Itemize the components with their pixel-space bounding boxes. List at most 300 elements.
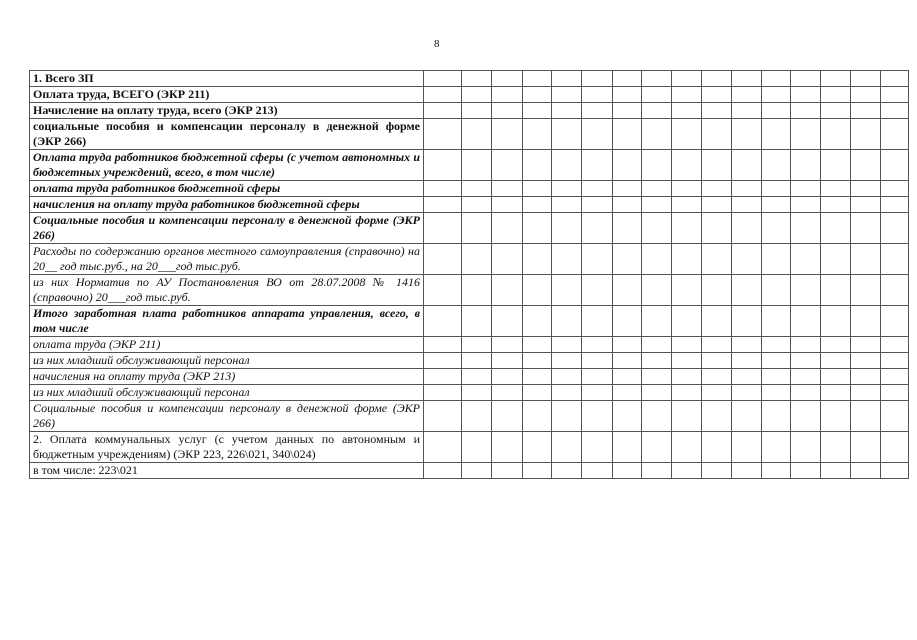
empty-cell [851, 337, 881, 353]
empty-cell [702, 337, 732, 353]
empty-cell [672, 369, 702, 385]
empty-cell [791, 197, 821, 213]
empty-cell [881, 181, 909, 197]
empty-cell [851, 432, 881, 463]
empty-cell [462, 213, 492, 244]
empty-cell [851, 103, 881, 119]
empty-cell [672, 103, 702, 119]
empty-cell [492, 71, 523, 87]
empty-cell [582, 103, 613, 119]
row-label: из них Норматив по АУ Постановления ВО от 28.07.2008 № 1416 (справочно) 20___год тыс.руб. [30, 275, 424, 306]
empty-cell [791, 353, 821, 369]
empty-cell [642, 432, 672, 463]
empty-cell [762, 244, 791, 275]
empty-cell [672, 385, 702, 401]
empty-cell [702, 213, 732, 244]
empty-cell [613, 401, 642, 432]
table-row [30, 337, 909, 353]
empty-cell [881, 244, 909, 275]
empty-cell [523, 71, 552, 87]
empty-cell [762, 71, 791, 87]
empty-cell [582, 385, 613, 401]
empty-cell [881, 369, 909, 385]
empty-cell [702, 401, 732, 432]
empty-cell [424, 150, 462, 181]
empty-cell [881, 119, 909, 150]
empty-cell [523, 213, 552, 244]
empty-cell [762, 385, 791, 401]
table-body [30, 71, 909, 479]
empty-cell [762, 197, 791, 213]
empty-cell [582, 463, 613, 479]
empty-cell [702, 432, 732, 463]
empty-cell [552, 87, 582, 103]
table-row [30, 369, 909, 385]
empty-cell [523, 353, 552, 369]
empty-cell [424, 369, 462, 385]
empty-cell [492, 244, 523, 275]
empty-cell [462, 463, 492, 479]
empty-cell [702, 306, 732, 337]
empty-cell [613, 197, 642, 213]
empty-cell [582, 150, 613, 181]
empty-cell [424, 432, 462, 463]
empty-cell [881, 213, 909, 244]
empty-cell [492, 197, 523, 213]
empty-cell [762, 275, 791, 306]
empty-cell [702, 119, 732, 150]
empty-cell [462, 353, 492, 369]
empty-cell [851, 197, 881, 213]
table-row [30, 432, 909, 463]
empty-cell [791, 213, 821, 244]
empty-cell [582, 119, 613, 150]
empty-cell [642, 150, 672, 181]
empty-cell [851, 353, 881, 369]
empty-cell [821, 385, 851, 401]
row-label: 2. Оплата коммунальных услуг (с учетом данных по автономным и бюджетным учреждениям) (ЭКР 223, 226\021, 340\024) [30, 432, 424, 463]
empty-cell [642, 103, 672, 119]
row-label: в том числе: 223\021 [30, 463, 424, 479]
empty-cell [732, 401, 762, 432]
empty-cell [762, 213, 791, 244]
row-label: начисления на оплату труда работников бюджетной сферы [30, 197, 424, 213]
empty-cell [642, 87, 672, 103]
empty-cell [552, 337, 582, 353]
empty-cell [523, 432, 552, 463]
empty-cell [523, 401, 552, 432]
empty-cell [582, 306, 613, 337]
empty-cell [762, 401, 791, 432]
empty-cell [702, 275, 732, 306]
empty-cell [582, 87, 613, 103]
empty-cell [642, 306, 672, 337]
table-row [30, 197, 909, 213]
empty-cell [613, 103, 642, 119]
empty-cell [492, 87, 523, 103]
empty-cell [552, 353, 582, 369]
empty-cell [881, 87, 909, 103]
budget-table [29, 70, 909, 479]
empty-cell [881, 385, 909, 401]
empty-cell [732, 275, 762, 306]
row-label: Социальные пособия и компенсации персоналу в денежной форме (ЭКР 266) [30, 401, 424, 432]
empty-cell [462, 306, 492, 337]
empty-cell [523, 103, 552, 119]
empty-cell [462, 103, 492, 119]
empty-cell [424, 197, 462, 213]
empty-cell [582, 275, 613, 306]
empty-cell [791, 87, 821, 103]
empty-cell [791, 244, 821, 275]
empty-cell [702, 385, 732, 401]
empty-cell [762, 119, 791, 150]
empty-cell [732, 369, 762, 385]
empty-cell [613, 181, 642, 197]
empty-cell [523, 369, 552, 385]
empty-cell [462, 181, 492, 197]
empty-cell [762, 337, 791, 353]
empty-cell [851, 213, 881, 244]
empty-cell [791, 385, 821, 401]
empty-cell [821, 213, 851, 244]
empty-cell [613, 71, 642, 87]
empty-cell [642, 353, 672, 369]
empty-cell [732, 119, 762, 150]
row-label: социальные пособия и компенсации персоналу в денежной форме (ЭКР 266) [30, 119, 424, 150]
empty-cell [791, 463, 821, 479]
empty-cell [702, 150, 732, 181]
empty-cell [762, 103, 791, 119]
empty-cell [672, 119, 702, 150]
empty-cell [791, 337, 821, 353]
empty-cell [613, 244, 642, 275]
empty-cell [552, 385, 582, 401]
empty-cell [881, 197, 909, 213]
empty-cell [462, 337, 492, 353]
empty-cell [881, 463, 909, 479]
empty-cell [523, 275, 552, 306]
empty-cell [702, 87, 732, 103]
empty-cell [613, 150, 642, 181]
empty-cell [821, 197, 851, 213]
empty-cell [424, 119, 462, 150]
empty-cell [582, 401, 613, 432]
empty-cell [881, 306, 909, 337]
empty-cell [523, 181, 552, 197]
empty-cell [492, 385, 523, 401]
empty-cell [821, 306, 851, 337]
empty-cell [582, 197, 613, 213]
empty-cell [523, 244, 552, 275]
empty-cell [492, 463, 523, 479]
empty-cell [881, 401, 909, 432]
empty-cell [424, 213, 462, 244]
empty-cell [424, 353, 462, 369]
empty-cell [791, 119, 821, 150]
empty-cell [672, 150, 702, 181]
empty-cell [732, 432, 762, 463]
empty-cell [462, 150, 492, 181]
empty-cell [672, 432, 702, 463]
empty-cell [462, 71, 492, 87]
row-label: из них младший обслуживающий персонал [30, 353, 424, 369]
empty-cell [552, 244, 582, 275]
empty-cell [424, 71, 462, 87]
empty-cell [702, 369, 732, 385]
empty-cell [492, 213, 523, 244]
empty-cell [613, 306, 642, 337]
empty-cell [552, 463, 582, 479]
empty-cell [424, 401, 462, 432]
empty-cell [791, 306, 821, 337]
empty-cell [791, 71, 821, 87]
empty-cell [523, 150, 552, 181]
empty-cell [762, 87, 791, 103]
table-row [30, 244, 909, 275]
empty-cell [492, 306, 523, 337]
empty-cell [582, 353, 613, 369]
row-label: оплата труда работников бюджетной сферы [30, 181, 424, 197]
empty-cell [821, 337, 851, 353]
empty-cell [672, 463, 702, 479]
empty-cell [523, 463, 552, 479]
row-label: Итого заработная плата работников аппарата управления, всего, в том числе [30, 306, 424, 337]
empty-cell [732, 306, 762, 337]
empty-cell [492, 353, 523, 369]
empty-cell [492, 103, 523, 119]
empty-cell [791, 369, 821, 385]
empty-cell [732, 103, 762, 119]
empty-cell [732, 213, 762, 244]
empty-cell [552, 213, 582, 244]
empty-cell [492, 181, 523, 197]
empty-cell [702, 353, 732, 369]
empty-cell [881, 150, 909, 181]
table-row [30, 103, 909, 119]
empty-cell [462, 385, 492, 401]
empty-cell [424, 306, 462, 337]
empty-cell [851, 244, 881, 275]
empty-cell [552, 306, 582, 337]
table-row [30, 150, 909, 181]
empty-cell [732, 71, 762, 87]
table-row [30, 119, 909, 150]
empty-cell [821, 244, 851, 275]
empty-cell [851, 306, 881, 337]
empty-cell [672, 401, 702, 432]
empty-cell [552, 103, 582, 119]
table-row [30, 401, 909, 432]
empty-cell [552, 275, 582, 306]
empty-cell [642, 401, 672, 432]
empty-cell [552, 150, 582, 181]
table-row [30, 87, 909, 103]
row-label: Расходы по содержанию органов местного самоуправления (справочно) на 20__ год тыс.руб., на 20___год тыс.руб. [30, 244, 424, 275]
empty-cell [424, 181, 462, 197]
empty-cell [851, 119, 881, 150]
empty-cell [732, 244, 762, 275]
row-label: 1. Всего ЗП [30, 71, 424, 87]
empty-cell [762, 306, 791, 337]
row-label: Социальные пособия и компенсации персоналу в денежной форме (ЭКР 266) [30, 213, 424, 244]
empty-cell [492, 432, 523, 463]
empty-cell [462, 197, 492, 213]
empty-cell [613, 87, 642, 103]
empty-cell [851, 181, 881, 197]
empty-cell [821, 463, 851, 479]
empty-cell [552, 71, 582, 87]
empty-cell [702, 244, 732, 275]
empty-cell [672, 306, 702, 337]
empty-cell [732, 463, 762, 479]
empty-cell [613, 432, 642, 463]
empty-cell [552, 401, 582, 432]
empty-cell [613, 275, 642, 306]
empty-cell [424, 385, 462, 401]
empty-cell [791, 432, 821, 463]
empty-cell [582, 244, 613, 275]
empty-cell [702, 71, 732, 87]
empty-cell [523, 119, 552, 150]
empty-cell [672, 213, 702, 244]
empty-cell [732, 87, 762, 103]
table-row [30, 306, 909, 337]
empty-cell [672, 353, 702, 369]
empty-cell [762, 432, 791, 463]
empty-cell [523, 87, 552, 103]
table-row [30, 463, 909, 479]
empty-cell [613, 463, 642, 479]
empty-cell [851, 275, 881, 306]
empty-cell [851, 463, 881, 479]
empty-cell [492, 337, 523, 353]
empty-cell [672, 337, 702, 353]
empty-cell [642, 275, 672, 306]
empty-cell [642, 385, 672, 401]
empty-cell [613, 213, 642, 244]
empty-cell [462, 432, 492, 463]
empty-cell [462, 119, 492, 150]
table-row [30, 353, 909, 369]
empty-cell [762, 181, 791, 197]
empty-cell [613, 337, 642, 353]
empty-cell [642, 119, 672, 150]
page-number: 8 [434, 38, 440, 50]
empty-cell [582, 337, 613, 353]
empty-cell [702, 181, 732, 197]
empty-cell [424, 103, 462, 119]
empty-cell [613, 353, 642, 369]
empty-cell [492, 119, 523, 150]
empty-cell [462, 369, 492, 385]
table-row [30, 71, 909, 87]
empty-cell [851, 150, 881, 181]
empty-cell [732, 197, 762, 213]
empty-cell [552, 119, 582, 150]
empty-cell [462, 87, 492, 103]
empty-cell [732, 181, 762, 197]
empty-cell [821, 87, 851, 103]
empty-cell [881, 103, 909, 119]
row-label: Оплата труда, ВСЕГО (ЭКР 211) [30, 87, 424, 103]
empty-cell [762, 369, 791, 385]
empty-cell [492, 401, 523, 432]
empty-cell [523, 197, 552, 213]
empty-cell [552, 197, 582, 213]
empty-cell [642, 71, 672, 87]
empty-cell [732, 385, 762, 401]
row-label: начисления на оплату труда (ЭКР 213) [30, 369, 424, 385]
empty-cell [851, 385, 881, 401]
row-label: оплата труда (ЭКР 211) [30, 337, 424, 353]
empty-cell [672, 71, 702, 87]
empty-cell [821, 432, 851, 463]
empty-cell [642, 337, 672, 353]
empty-cell [424, 337, 462, 353]
empty-cell [881, 353, 909, 369]
empty-cell [821, 103, 851, 119]
empty-cell [732, 150, 762, 181]
empty-cell [642, 181, 672, 197]
empty-cell [552, 369, 582, 385]
empty-cell [672, 275, 702, 306]
empty-cell [791, 275, 821, 306]
empty-cell [851, 369, 881, 385]
row-label: из них младший обслуживающий персонал [30, 385, 424, 401]
empty-cell [424, 87, 462, 103]
empty-cell [642, 244, 672, 275]
empty-cell [582, 432, 613, 463]
empty-cell [642, 369, 672, 385]
empty-cell [424, 275, 462, 306]
table-row [30, 181, 909, 197]
empty-cell [523, 306, 552, 337]
empty-cell [672, 244, 702, 275]
empty-cell [702, 463, 732, 479]
empty-cell [672, 181, 702, 197]
empty-cell [791, 401, 821, 432]
table-row [30, 385, 909, 401]
empty-cell [613, 119, 642, 150]
empty-cell [762, 463, 791, 479]
empty-cell [821, 71, 851, 87]
empty-cell [613, 369, 642, 385]
empty-cell [821, 401, 851, 432]
empty-cell [642, 197, 672, 213]
empty-cell [821, 181, 851, 197]
empty-cell [462, 275, 492, 306]
empty-cell [851, 401, 881, 432]
empty-cell [791, 150, 821, 181]
empty-cell [881, 337, 909, 353]
empty-cell [821, 353, 851, 369]
empty-cell [642, 463, 672, 479]
empty-cell [642, 213, 672, 244]
empty-cell [821, 150, 851, 181]
empty-cell [851, 87, 881, 103]
table-row [30, 275, 909, 306]
empty-cell [702, 197, 732, 213]
empty-cell [791, 103, 821, 119]
empty-cell [552, 432, 582, 463]
empty-cell [881, 71, 909, 87]
empty-cell [881, 275, 909, 306]
empty-cell [582, 181, 613, 197]
row-label: Оплата труда работников бюджетной сферы (с учетом автономных и бюджетных учреждений, всего, в том числе) [30, 150, 424, 181]
empty-cell [613, 385, 642, 401]
empty-cell [492, 275, 523, 306]
